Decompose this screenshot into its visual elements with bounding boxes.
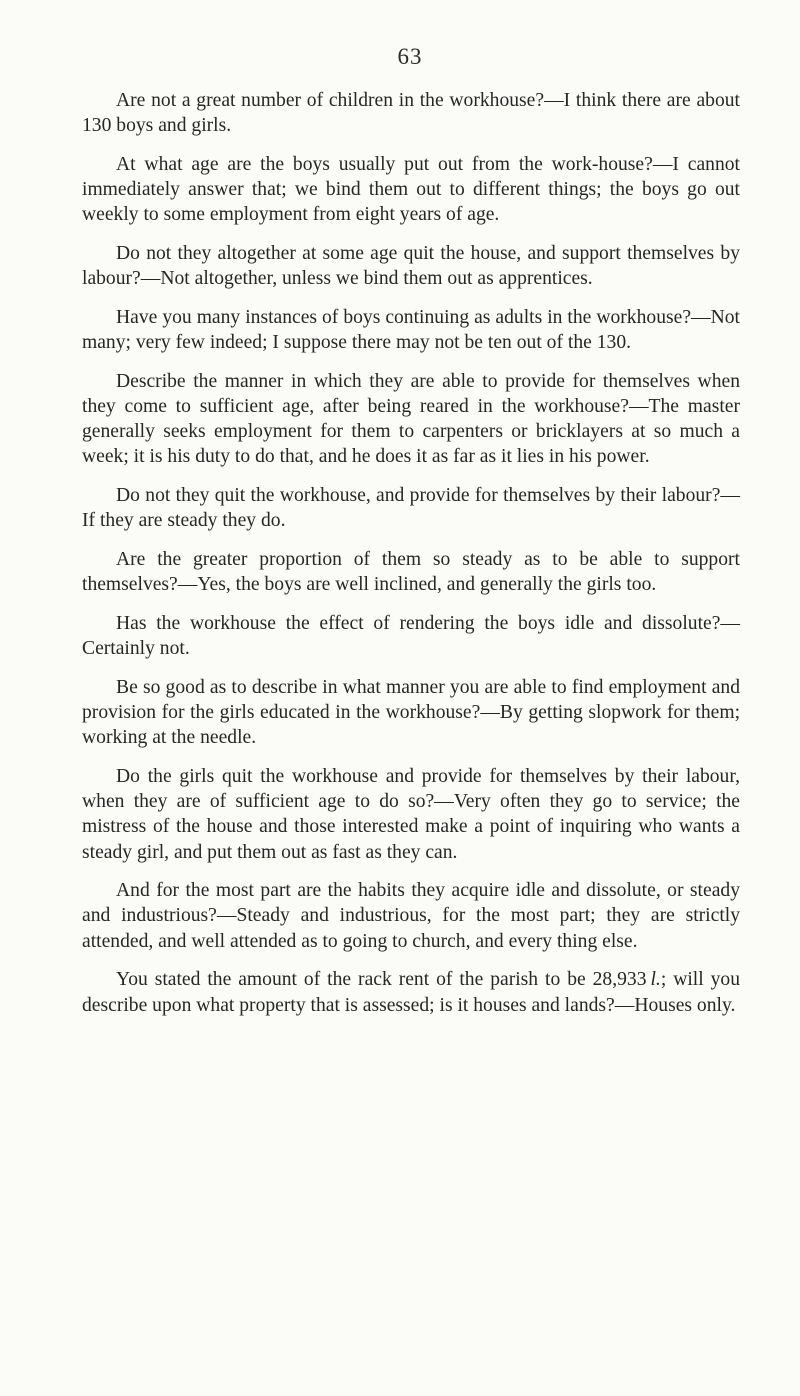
answer-text: —Very often they go to service; the mistress of the house and those interested make a point of inquiring who wants a steady girl, and put them out as fast as they can. <box>82 791 741 863</box>
question-text: Do not they altogether at some age quit the house, and support themselves by labour? <box>82 243 740 290</box>
answer-text: —I cannot immediately answer that; we bind them out to different things; the boys go out weekly to some employment from eight years of age. <box>82 153 740 226</box>
question-text: Are not a great number of children in the workhouse? <box>116 90 545 111</box>
answer-text: —By getting slopwork for them; working at the needle. <box>82 702 741 749</box>
question-text-continued: ; will you describe upon what property that is assessed; is it houses and lands? <box>82 969 740 1016</box>
qa-paragraph-5 <box>82 369 740 470</box>
qa-paragraph-7 <box>82 547 740 597</box>
answer-text: —If they are steady they do. <box>82 485 740 532</box>
page-number: 63 <box>397 44 423 69</box>
answer-text: —I think there are about 130 boys and girls. <box>82 90 740 137</box>
answer-text: —Houses only. <box>614 994 736 1016</box>
qa-paragraph-11 <box>82 878 740 954</box>
qa-paragraph-3 <box>82 241 740 291</box>
qa-paragraph-4 <box>82 305 740 355</box>
question-text: Have you many instances of boys continuing as adults in the workhouse? <box>116 306 692 328</box>
question-text: Do not they quit the workhouse, and provide for themselves by their labour? <box>116 485 721 507</box>
question-text: Do the girls quit the workhouse and provide for themselves by their labour, when they are of sufficient age to do so? <box>82 765 740 813</box>
question-text: Be so good as to describe in what manner you are able to find employment and provision for the girls educated in the workhouse? <box>82 676 740 724</box>
answer-text: —Steady and industrious, for the most part; they are strictly attended, and well attended as to going to church, and every thing else. <box>82 905 741 952</box>
question-text: Are the greater proportion of them so steady as to be able to support themselves? <box>82 549 740 596</box>
answer-text: —Certainly not. <box>82 612 740 660</box>
qa-paragraph-1 <box>82 88 740 138</box>
question-text: At what age are the boys usually put out from the work-house? <box>116 153 653 175</box>
currency-unit: l. <box>650 969 661 991</box>
qa-paragraph-10 <box>82 764 740 865</box>
qa-paragraph-2 <box>82 152 740 228</box>
answer-text: —Not altogether, unless we bind them out as apprentices. <box>140 268 593 290</box>
question-text: You stated the amount of the rack rent of the parish to be 28,933 <box>116 969 647 991</box>
question-text: Describe the manner in which they are able to provide for themselves when they come to sufficient age, after being reared in the workhouse? <box>82 370 740 418</box>
answer-text: —Not many; very few indeed; I suppose there may not be ten out of the 130. <box>82 306 740 354</box>
qa-paragraph-9 <box>82 675 740 751</box>
question-text: And for the most part are the habits they acquire idle and dissolute, or steady and industrious? <box>82 880 740 927</box>
answer-text: —Yes, the boys are well inclined, and generally the girls too. <box>177 574 657 596</box>
testimony-text <box>82 88 740 1018</box>
qa-paragraph-6 <box>82 483 740 533</box>
qa-paragraph-8 <box>82 611 740 661</box>
qa-paragraph-12 <box>82 967 740 1017</box>
answer-text: —The master generally seeks employment for them to carpenters or bricklayers at so much a week; it is his duty to do that, and he does it as far as it lies in his power. <box>82 396 740 468</box>
question-text: Has the workhouse the effect of rendering the boys idle and dissolute? <box>116 612 721 634</box>
